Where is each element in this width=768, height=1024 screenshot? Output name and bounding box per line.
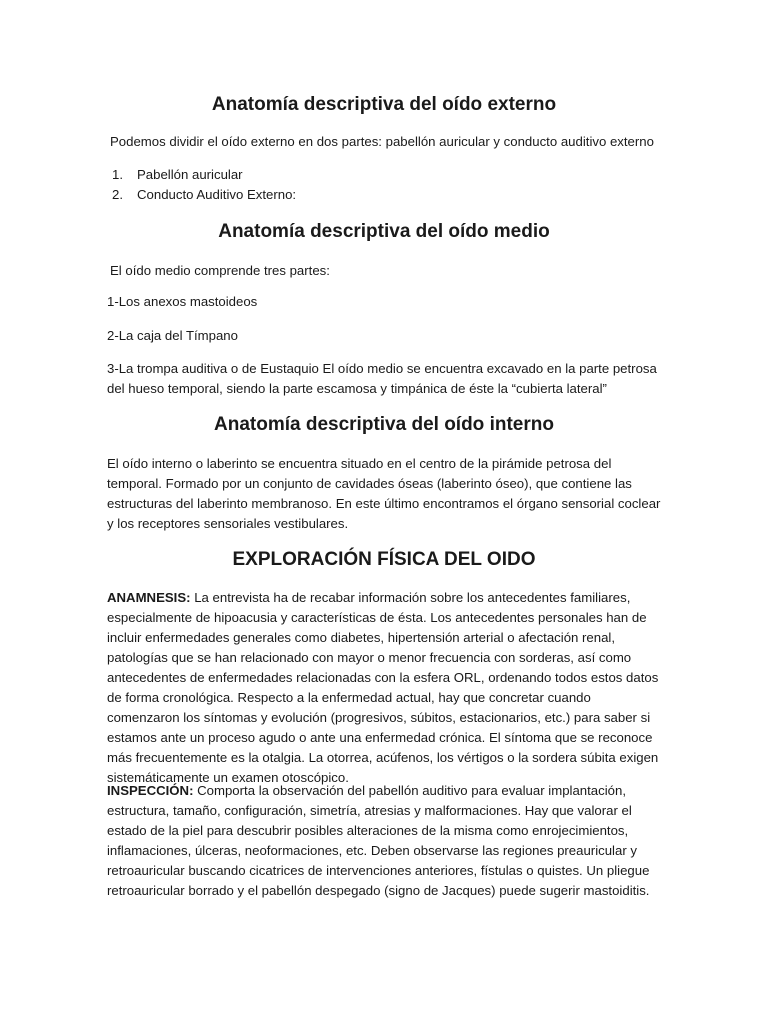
- heading-oido-externo: Anatomía descriptiva del oído externo: [211, 94, 557, 115]
- medio-item-2: 2-La caja del Tímpano: [107, 328, 238, 343]
- anamnesis-text: La entrevista ha de recabar información sobre los antecedentes familiares, especialmente de hipoacusia y características de ésta. Los antecedentes personales han de incluir enfermedades generales como diabetes, hipertensión arterial o afectación renal, patologías que se han relacionado con mayor o menor frecuencia con sorderas, así como antecedentes de enfermedades relacionadas con la esfera ORL, ordenando todos estos datos de forma cronológica. Respecto a la enfermedad actual, hay que concretar cuando comenzaron los síntomas y evolución (progresivos, súbitos, estacionarios, etc.) para saber si estamos ante un proceso agudo o ante una enfermedad crónica. El síntoma que se reconoce más frecuentemente es la otalgia. La otorrea, acúfenos, los vértigos o la sordera súbita exigen sistemáticamente un examen otoscópico.: [107, 590, 659, 785]
- medio-item-3: 3-La trompa auditiva o de Eustaquio El oído medio se encuentra excavado en la parte petrosa del hueso temporal, siendo la parte escamosa y timpánica de éste la “cubierta lateral”: [107, 361, 657, 396]
- list-number: 2.: [112, 187, 123, 202]
- heading-oido-interno: Anatomía descriptiva del oído interno: [214, 414, 554, 435]
- list-text: Pabellón auricular: [137, 167, 243, 182]
- list-item: [112, 185, 296, 205]
- inspeccion-text: Comporta la observación del pabellón auditivo para evaluar implantación, estructura, tamaño, configuración, simetría, atresias y malformaciones. Hay que valorar el estado de la piel para descubrir posibles alteraciones de la misma como enrojecimientos, inflamaciones, úlceras, neoformaciones, etc. Deben observarse las regiones preauricular y retroauricular buscando cicatrices de intervenciones anteriores, fístulas o quistes. Un pliegue retroauricular borrado y el pabellón despegado (signo de Jacques) puede sugerir mastoiditis.: [107, 783, 650, 898]
- list-number: 1.: [112, 167, 123, 182]
- externo-intro: Podemos dividir el oído externo en dos partes: pabellón auricular y conducto auditivo externo: [110, 134, 654, 149]
- interno-body: El oído interno o laberinto se encuentra situado en el centro de la pirámide petrosa del temporal. Formado por un conjunto de cavidades óseas (laberinto óseo), que contiene las estructuras del laberinto membranoso. En este último encontramos el órgano sensorial coclear y los receptores sensoriales vestibulares.: [107, 456, 661, 531]
- list-text: Conducto Auditivo Externo:: [137, 187, 297, 202]
- medio-item-1: 1-Los anexos mastoideos: [107, 294, 258, 309]
- anamnesis-paragraph: [107, 588, 667, 788]
- inspeccion-label: INSPECCIÓN:: [107, 783, 194, 798]
- heading-oido-medio: Anatomía descriptiva del oído medio: [218, 221, 550, 242]
- heading-exploracion: EXPLORACIÓN FÍSICA DEL OIDO: [232, 549, 536, 570]
- inspeccion-paragraph: [107, 781, 667, 901]
- medio-intro: El oído medio comprende tres partes:: [110, 263, 330, 278]
- list-item: [112, 165, 243, 185]
- anamnesis-label: ANAMNESIS:: [107, 590, 191, 605]
